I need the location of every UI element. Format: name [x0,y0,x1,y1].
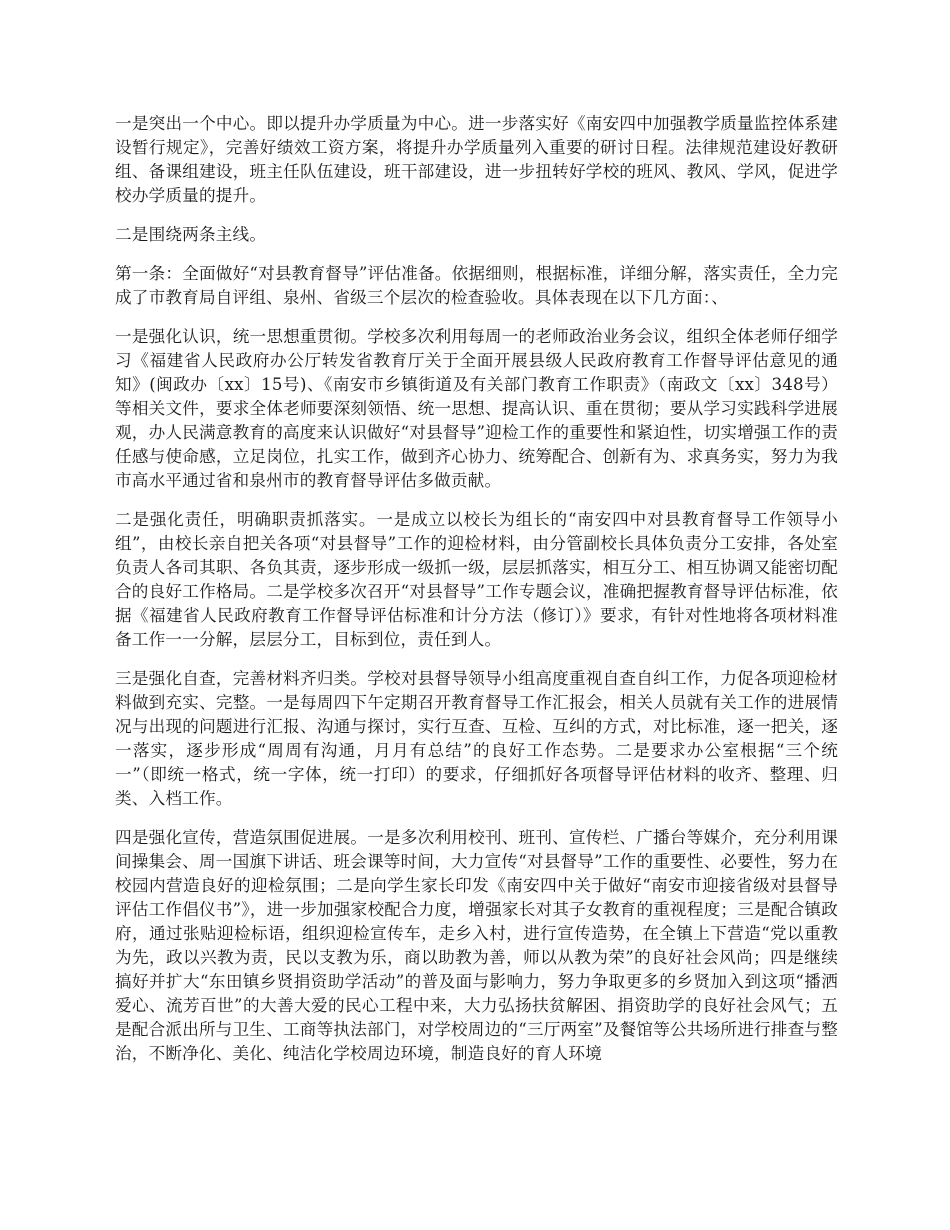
paragraph-two-main-lines: 二是围绕两条主线。 [115,225,267,244]
paragraph-strengthen-awareness: 一是强化认识，统一思想重贯彻。学校多次利用每周一的老师政治业务会议，组织全体老师仔细学习《福建省人民政府办公厅转发省教育厅关于全面开展县级人民政府教育工作督导评估意见的通知》(闽政办〔xx〕15号)、《南安市乡镇街道及有关部门教育工作职责》（南政文〔xx〕348号）等相关文件，要求全体老师要深刻领悟、统一思想、提高认识、重在贯彻；要从学习实践科学进展观，办人民满意教育的高度来认识做好“对县督导”迎检工作的重要性和紧迫性，切实增强工作的责任感与使命感，立足岗位，扎实工作，做到齐心协力、统筹配合、创新有为、求真务实，努力为我市高水平通过省和泉州市的教育督导评估多做贡献。 [115,327,838,490]
paragraph-first-line: 第一条：全面做好“对县教育督导”评估准备。依据细则，根据标准，详细分解，落实责任，全力完成了市教育局自评组、泉州、省级三个层次的检查验收。具体表现在以下几方面：、 [115,264,838,307]
paragraph-strengthen-responsibility: 二是强化责任，明确职责抓落实。一是成立以校长为组长的“南安四中对县教育督导工作领导小组”，由校长亲自把关各项“对县督导”工作的迎检材料，由分管副校长具体负责分工安排，各处室负责人各司其职、各负其责，逐步形成一级抓一级，层层抓落实，相互分工、相互协调又能密切配合的良好工作格局。二是学校多次召开“对县督导”工作专题会议，准确把握教育督导评估标准，依据《福建省人民政府教育工作督导评估标准和计分方法（修订）》要求，有针对性地将各项材料准备工作一一分解，层层分工，目标到位，责任到人。 [115,510,838,649]
paragraph-strengthen-publicity: 四是强化宣传，营造氛围促进展。一是多次利用校刊、班刊、宣传栏、广播台等媒介，充分利用课间操集会、周一国旗下讲话、班会课等时间，大力宣传“对县督导”工作的重要性、必要性，努力在校园内营造良好的迎检氛围；二是向学生家长印发《南安四中关于做好“南安市迎接省级对县督导评估工作倡仪书”》，进一步加强家校配合力度，增强家长对其子女教育的重视程度；三是配合镇政府，通过张贴迎检标语，组织迎检宣传车，走乡入村，进行宣传造势，在全镇上下营造“党以重教为先，政以兴教为责，民以支教为乐，商以助教为善，师以从教为荣”的良好社会风尚；四是继续搞好并扩大“东田镇乡贤捐资助学活动”的普及面与影响力，努力争取更多的乡贤加入到这项“播洒爱心、流芳百世”的大善大爱的民心工程中来，大力弘扬扶贫解困、捐资助学的良好社会风气；五是配合派出所与卫生、工商等执法部门，对学校周边的“三厅两室”及餐馆等公共场所进行排查与整治，不断净化、美化、纯洁化学校周边环境，制造良好的育人环境 [115,828,838,1063]
document-body [115,112,838,1066]
paragraph-strengthen-self-check: 三是强化自查，完善材料齐归类。学校对县督导领导小组高度重视自查自纠工作，力促各项迎检材料做到充实、完整。一是每周四下午定期召开教育督导工作汇报会，相关人员就有关工作的进展情况与出现的问题进行汇报、沟通与探讨，实行互查、互检、互纠的方式，对比标准，逐一把关，逐一落实，逐步形成“周周有沟通，月月有总结”的良好工作态势。二是要求办公室根据“三个统一”（即统一格式，统一字体，统一打印）的要求，仔细抓好各项督导评估材料的收齐、整理、归类、入档工作。 [115,669,838,808]
paragraph-center-focus: 一是突出一个中心。即以提升办学质量为中心。进一步落实好《南安四中加强教学质量监控体系建设暂行规定》，完善好绩效工资方案，将提升办学质量列入重要的研讨日程。法律规范建设好教研组、备课组建设，班主任队伍建设，班干部建设，进一步扭转好学校的班风、教风、学风，促进学校办学质量的提升。 [115,114,838,205]
